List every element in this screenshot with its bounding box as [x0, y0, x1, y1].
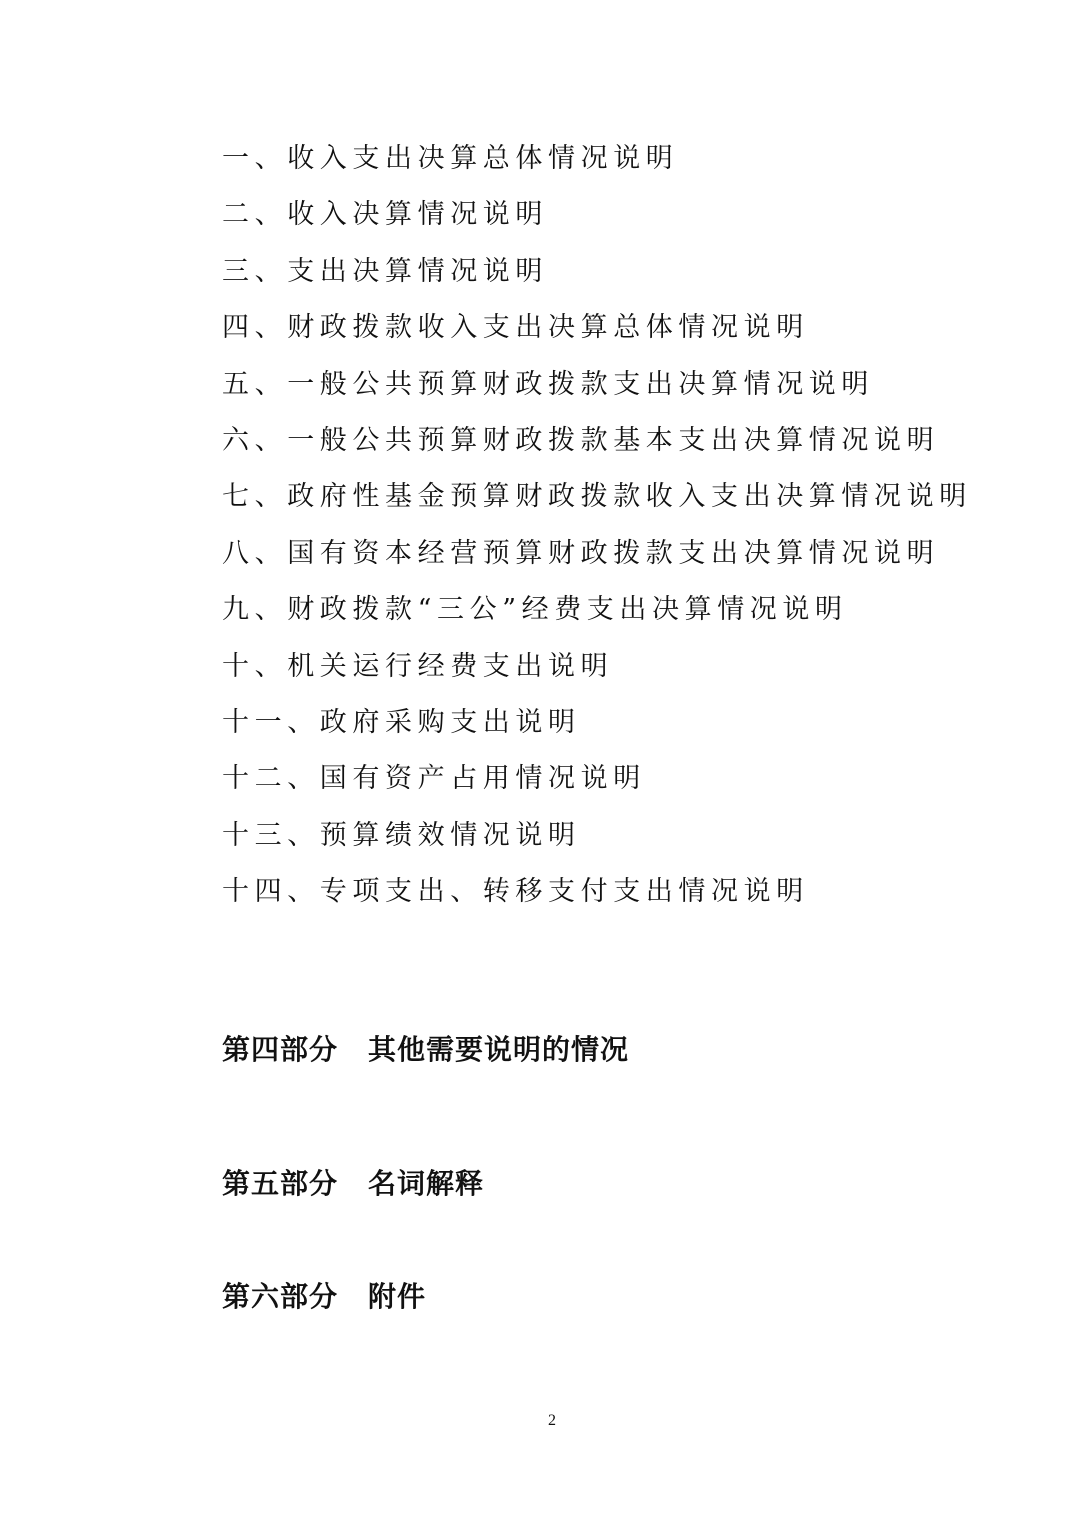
toc-item: 八、国有资本经营预算财政拨款支出决算情况说明 [222, 537, 940, 569]
part-title: 其他需要说明的情况 [368, 1033, 630, 1066]
part-number: 第五部分 [222, 1167, 339, 1200]
toc-item: 十一、政府采购支出说明 [222, 706, 581, 738]
page-number: 2 [548, 1412, 556, 1429]
part-four-heading [222, 1028, 629, 1068]
toc-item: 七、政府性基金预算财政拨款收入支出决算情况说明 [222, 481, 972, 513]
toc-item: 十、机关运行经费支出说明 [222, 650, 614, 682]
part-title: 名词解释 [368, 1167, 485, 1200]
toc-item: 十二、国有资产占用情况说明 [222, 763, 646, 795]
toc-item: 六、一般公共预算财政拨款基本支出决算情况说明 [222, 424, 940, 456]
toc-item: 四、财政拨款收入支出决算总体情况说明 [222, 312, 809, 344]
part-title: 附件 [368, 1280, 427, 1313]
part-number: 第四部分 [222, 1033, 339, 1066]
toc-item: 三、支出决算情况说明 [222, 255, 548, 287]
toc-item: 五、一般公共预算财政拨款支出决算情况说明 [222, 368, 874, 400]
toc-item: 二、收入决算情况说明 [222, 199, 548, 231]
toc-item: 九、财政拨款“三公”经费支出决算情况说明 [222, 594, 848, 626]
part-number: 第六部分 [222, 1280, 339, 1313]
part-six-heading [222, 1275, 426, 1315]
toc-item: 十四、专项支出、转移支付支出情况说明 [222, 876, 809, 908]
toc-list [222, 135, 972, 924]
part-five-heading [222, 1162, 484, 1202]
toc-item: 十三、预算绩效情况说明 [222, 819, 581, 851]
toc-item: 一、收入支出决算总体情况说明 [222, 143, 679, 174]
